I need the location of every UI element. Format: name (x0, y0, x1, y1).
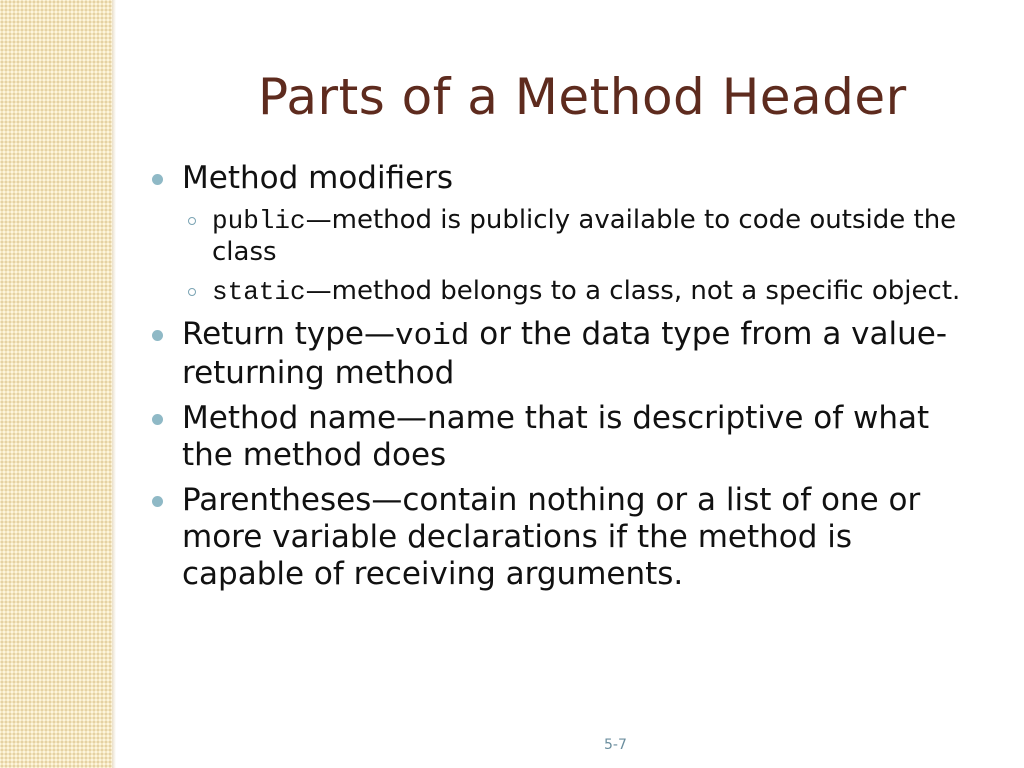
decorative-left-band (0, 0, 112, 768)
bullet-dot-icon (152, 496, 163, 507)
bullet-dot-icon (152, 174, 163, 185)
code-keyword: static (212, 277, 306, 307)
band-edge (112, 0, 116, 768)
sub-item-text: —method is publicly available to code outside the class (212, 205, 957, 267)
sub-item-static (148, 276, 978, 308)
code-keyword: public (212, 206, 306, 236)
bullet-item-parentheses (148, 482, 978, 593)
bullet-prefix: Return type— (182, 316, 395, 352)
bullet-text: Method name—name that is descriptive of what the method does (182, 400, 930, 473)
bullet-text: Method modifiers (182, 160, 454, 196)
slide-title: Parts of a Method Header (258, 68, 907, 126)
bullet-dot-icon (152, 414, 163, 425)
bullet-item-method-modifiers (148, 160, 978, 197)
sub-item-public (148, 205, 978, 268)
bullet-text: Parentheses—contain nothing or a list of one or more variable declarations if the method is capable of receiving arguments. (182, 482, 921, 592)
code-keyword: void (394, 319, 470, 354)
page-number: 5-7 (604, 737, 627, 753)
sub-bullet-ring-icon (188, 288, 196, 296)
bullet-text: or the data type from a value-returning method (182, 316, 948, 391)
sub-item-text: —method belongs to a class, not a specific object. (305, 276, 961, 306)
bullet-item-method-name (148, 400, 978, 474)
sub-bullet-ring-icon (188, 217, 196, 225)
bullet-dot-icon (152, 330, 163, 341)
bullet-list (148, 160, 978, 601)
bullet-item-return-type (148, 316, 978, 392)
